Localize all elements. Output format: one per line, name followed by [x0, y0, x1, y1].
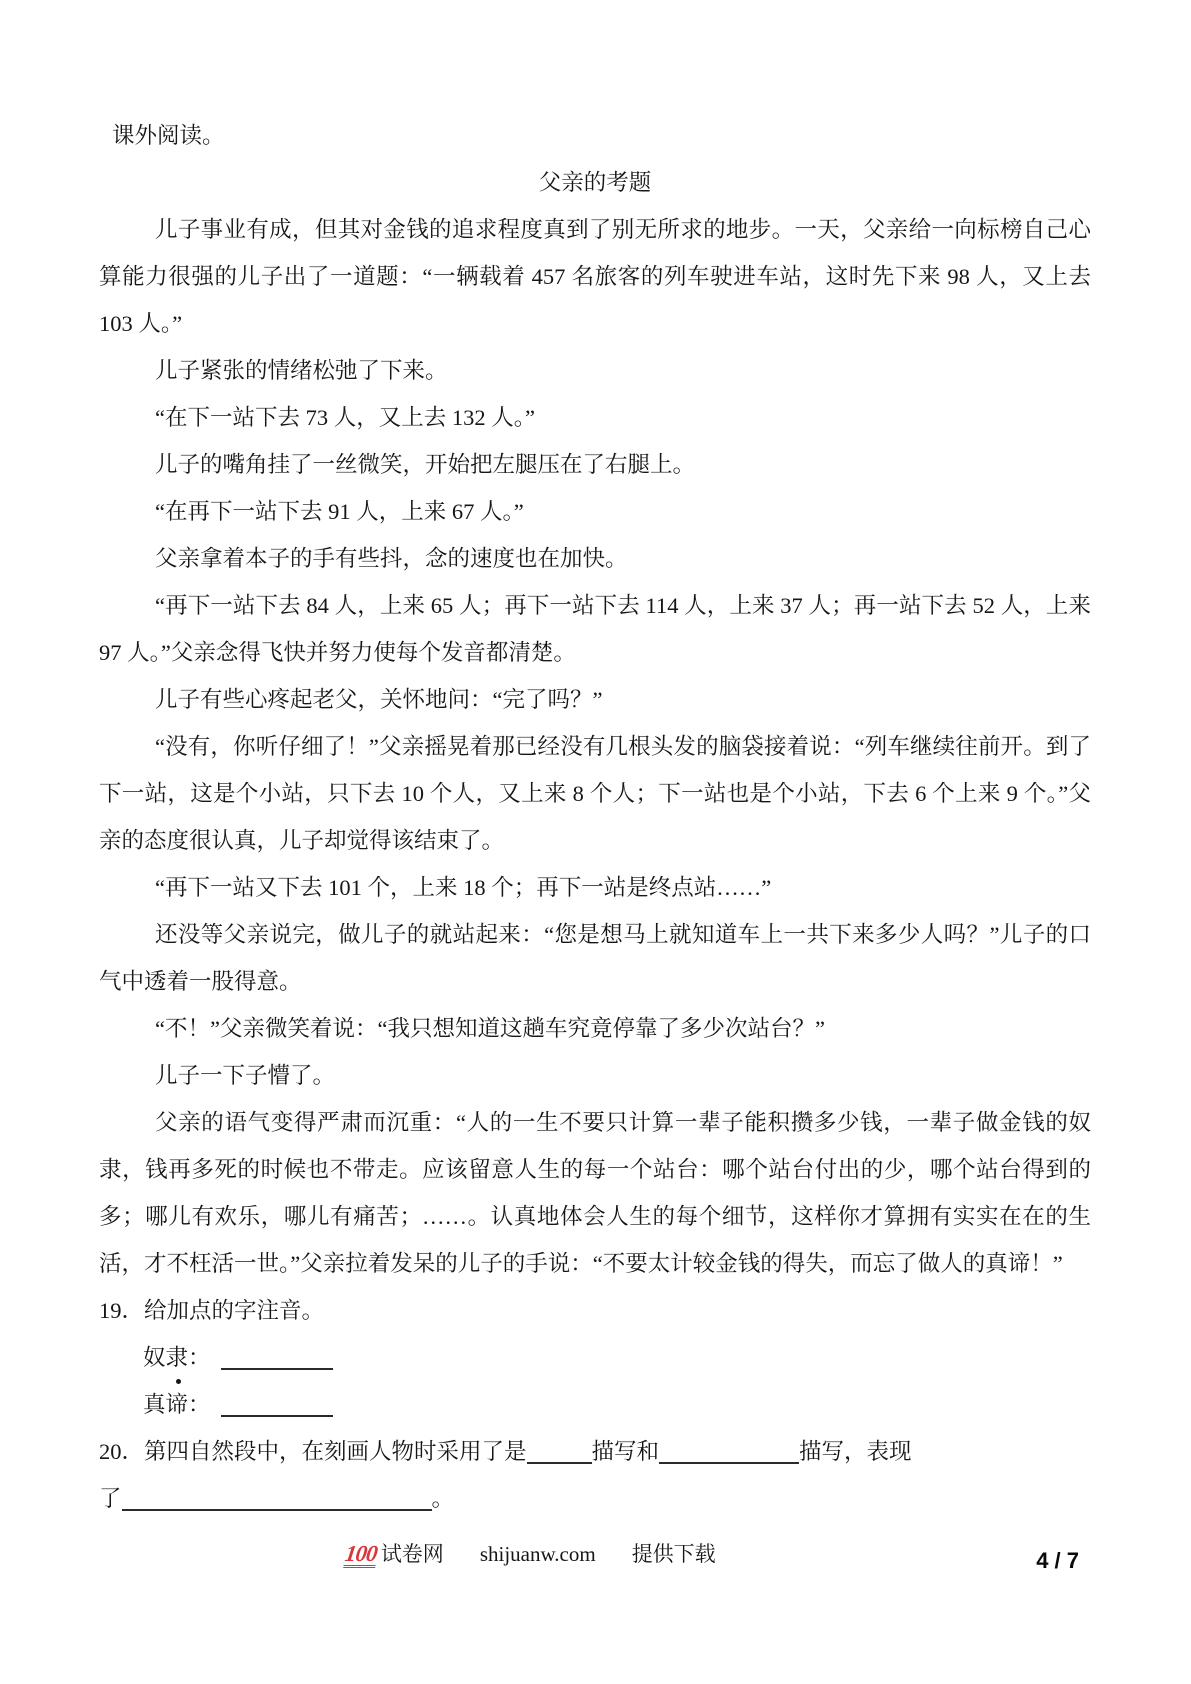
q19-item-zhendi	[99, 1381, 1091, 1428]
answer-blank	[527, 1440, 592, 1464]
document-content	[99, 112, 1091, 1522]
logo-100-mark: 100	[343, 1541, 379, 1566]
passage-title: 父亲的考题	[538, 170, 652, 195]
passage-paragraph: “再下一站下去 84 人，上来 65 人；再下一站下去 114 人，上来 37 人；再一站下去 52 人，上来 97 人。”父亲念得飞快并努力使每个发音都清楚。	[99, 593, 1091, 665]
logo-text: 试卷网	[380, 1542, 444, 1566]
section-label: 课外阅读。	[112, 123, 225, 148]
footer	[0, 1538, 1191, 1568]
page-number: 4 / 7	[1036, 1548, 1079, 1573]
passage-paragraph: 儿子紧张的情绪松弛了下来。	[155, 358, 448, 383]
q19-word-prefix: 奴	[143, 1345, 166, 1370]
q19-dotted-char: 隶	[166, 1334, 189, 1381]
question-20-line2	[99, 1475, 1091, 1522]
passage-paragraph: 还没等父亲说完，做儿子的就站起来：“您是想马上就知道车上一共下来多少人吗？”儿子的口气中透着一股得意。	[99, 922, 1091, 994]
answer-blank	[659, 1440, 799, 1464]
passage-paragraph: 儿子的嘴角挂了一丝微笑，开始把左腿压在了右腿上。	[155, 452, 696, 477]
answer-blank	[221, 1393, 333, 1417]
q19-colon: ：	[188, 1392, 211, 1417]
q19-item-nuli	[99, 1334, 1091, 1381]
q20-stem-text: 了	[99, 1486, 122, 1511]
shijuanw-logo	[345, 1538, 444, 1568]
answer-blank	[122, 1487, 432, 1511]
q20-stem-text: 。	[431, 1486, 455, 1511]
q20-stem-text: 20．第四自然段中，在刻画人物时采用了是	[99, 1439, 527, 1464]
passage-paragraph: 儿子事业有成，但其对金钱的追求程度真到了别无所求的地步。一天，父亲给一向标榜自己心算能力很强的儿子出了一道题：“一辆载着 457 名旅客的列车驶进车站，这时先下来 98 人，又上去 103 人。”	[99, 217, 1091, 336]
passage-paragraph: “在下一站下去 73 人，又上去 132 人。”	[155, 405, 535, 430]
footer-tagline: 提供下载	[631, 1542, 716, 1566]
passage-paragraph: 儿子一下子懵了。	[155, 1063, 336, 1088]
passage-paragraph: 儿子有些心疼起老父，关怀地问：“完了吗？”	[155, 687, 603, 712]
q19-colon: ：	[188, 1345, 211, 1370]
passage-paragraph: “再下一站又下去 101 个，上来 18 个；再下一站是终点站……”	[155, 875, 772, 900]
answer-blank	[221, 1346, 333, 1370]
footer-site-url: shijuanw.com	[479, 1542, 596, 1566]
q20-stem-text: 描写和	[591, 1439, 660, 1464]
passage-paragraph: “不！”父亲微笑着说：“我只想知道这趟车究竟停靠了多少次站台？”	[155, 1016, 825, 1041]
question-20-line1	[99, 1428, 1091, 1475]
passage-paragraph: 父亲拿着本子的手有些抖，念的速度也在加快。	[155, 546, 628, 571]
passage-paragraph: “在再下一站下去 91 人，上来 67 人。”	[155, 499, 524, 524]
question-19-stem: 19．给加点的字注音。	[99, 1298, 325, 1323]
passage-paragraph: 父亲的语气变得严肃而沉重：“人的一生不要只计算一辈子能积攒多少钱，一辈子做金钱的奴隶，钱再多死的时候也不带走。应该留意人生的每一个站台：哪个站台付出的少，哪个站台得到的多；哪儿有欢乐，哪儿有痛苦；……。认真地体会人生的每个细节，这样你才算拥有实实在在的生活，才不枉活一世。”父亲拉着发呆的儿子的手说：“不要太计较金钱的得失，而忘了做人的真谛！”	[99, 1110, 1091, 1276]
q19-word: 真谛	[143, 1392, 189, 1417]
q20-stem-text: 描写，表现	[799, 1439, 912, 1464]
passage-paragraph: “没有，你听仔细了！”父亲摇晃着那已经没有几根头发的脑袋接着说：“列车继续往前开。到了下一站，这是个小站，只下去 10 个人，又上来 8 个人；下一站也是个小站，下去 6 个上来 9 个。”父亲的态度很认真，儿子却觉得该结束了。	[99, 734, 1091, 853]
